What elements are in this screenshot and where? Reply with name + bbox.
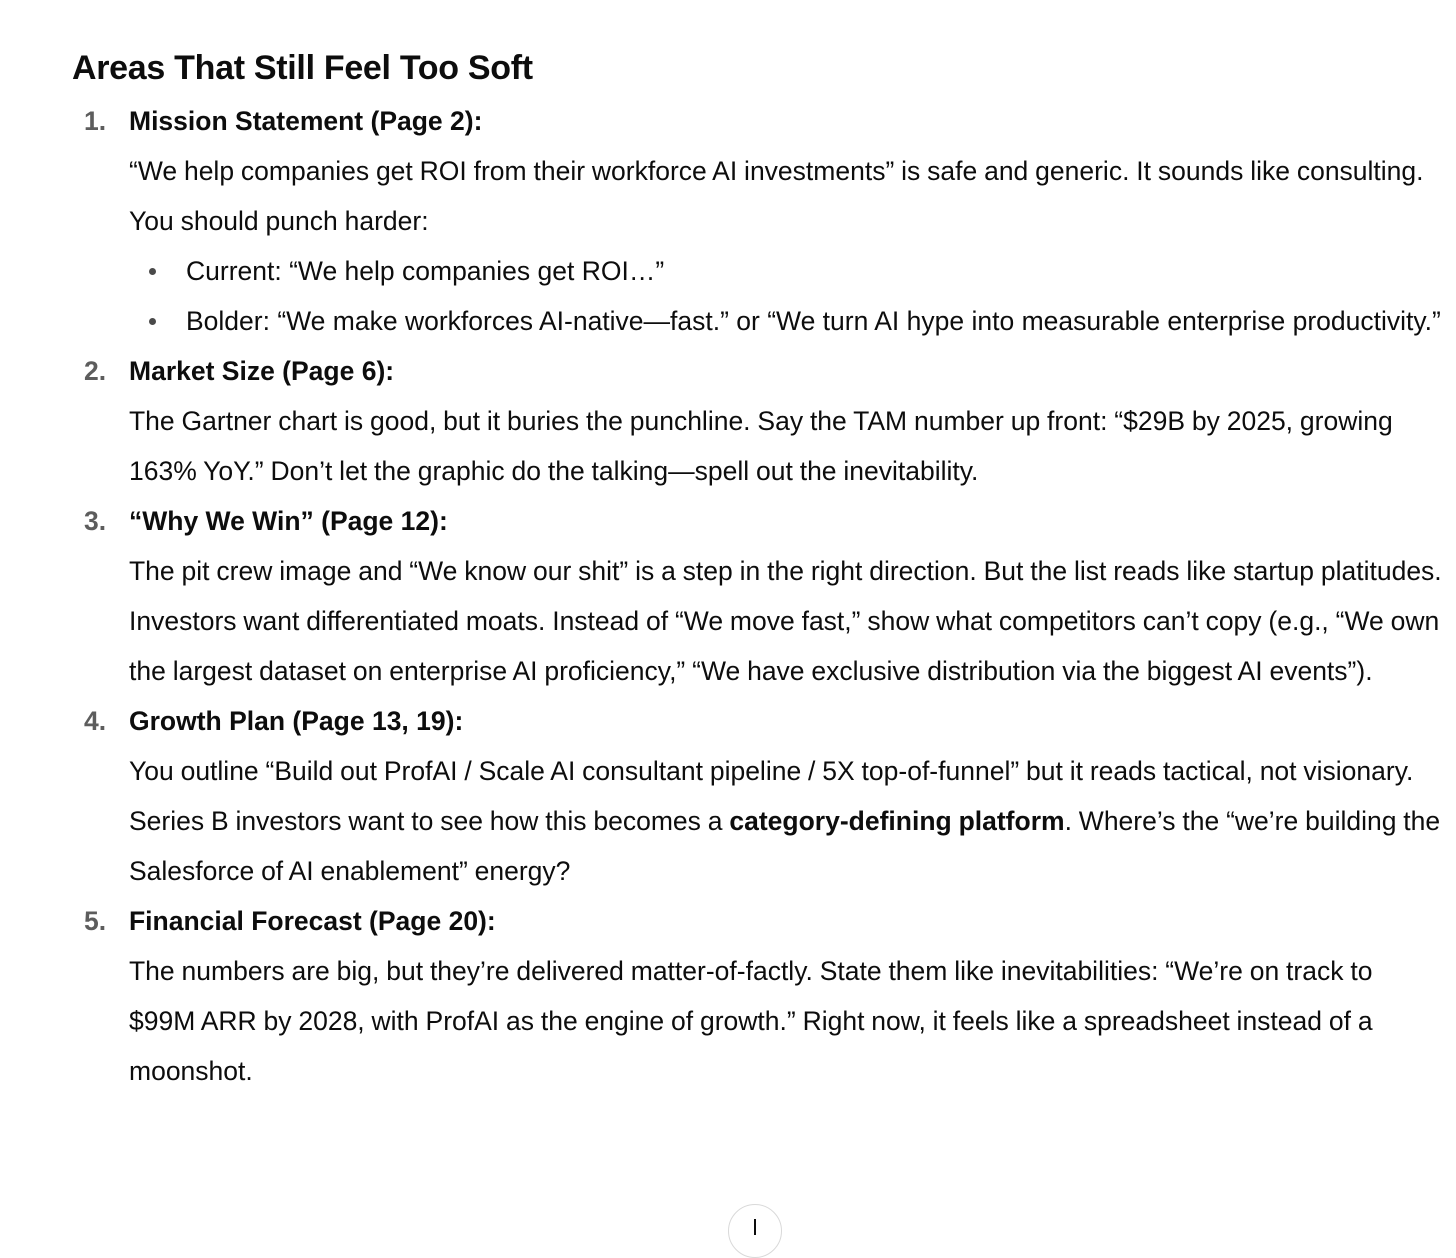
item-title: Mission Statement (Page 2):	[129, 106, 483, 136]
sub-list	[129, 246, 1444, 346]
sub-list-item	[129, 296, 1444, 346]
item-body: The Gartner chart is good, but it buries the punchline. Say the TAM number up front: “$29B by 2025, growing 163% YoY.” Don’t let the graphic do the talking—spell out the inevitability.	[129, 406, 1393, 486]
sub-list-text: Current: “We help companies get ROI…”	[186, 256, 665, 286]
list-item	[72, 496, 1444, 696]
item-title: Financial Forecast (Page 20):	[129, 906, 496, 936]
item-title: Market Size (Page 6):	[129, 356, 395, 386]
item-body-text: . Where’s the “we’re building the Salesforce of AI enablement” energy?	[129, 806, 1441, 886]
section-heading: Areas That Still Feel Too Soft	[72, 49, 533, 87]
message-content	[72, 46, 1444, 1096]
item-body: The numbers are big, but they’re delivered matter-of-factly. State them like inevitabilities: “We’re on track to $99M ARR by 2028, with ProfAI as the engine of growth.” Right now, it feels like a spreadsheet instead of a moonshot.	[129, 956, 1373, 1086]
sub-list-text: Bolder: “We make workforces AI-native—fast.” or “We turn AI hype into measurable enterprise productivity.”	[186, 306, 1441, 336]
scroll-down-button[interactable]	[728, 1204, 782, 1258]
list-number: 3.	[84, 506, 107, 536]
item-body: The pit crew image and “We know our shit” is a step in the right direction. But the list reads like startup platitudes. Investors want differentiated moats. Instead of “We move fast,” show what competitors can’t copy (e.g., “We own the largest dataset on enterprise AI proficiency,” “We have exclusive distribution via the biggest AI events”).	[129, 556, 1442, 686]
item-body-text: You outline “Build out ProfAI / Scale AI consultant pipeline / 5X top-of-funnel” but it reads tactical, not visionary. Series B investors want to see how this becomes a	[129, 756, 1414, 836]
list-number: 5.	[84, 906, 107, 936]
sub-list-item	[129, 246, 1444, 296]
item-body: “We help companies get ROI from their workforce AI investments” is safe and generic. It sounds like consulting. You should punch harder:	[129, 156, 1424, 236]
list-item	[72, 96, 1444, 346]
arrow-down-icon	[754, 1219, 756, 1235]
list-item	[72, 896, 1444, 1096]
bullet-icon	[149, 318, 156, 325]
item-body-emphasis: category-defining platform	[729, 806, 1065, 836]
item-title: Growth Plan (Page 13, 19):	[129, 706, 464, 736]
list-item	[72, 346, 1444, 496]
item-body	[129, 746, 1444, 896]
list-number: 2.	[84, 356, 107, 386]
bullet-icon	[149, 268, 156, 275]
list-number: 1.	[84, 106, 107, 136]
list-number: 4.	[84, 706, 107, 736]
list-item	[72, 696, 1444, 896]
feedback-list	[72, 96, 1444, 1096]
item-title: “Why We Win” (Page 12):	[129, 506, 448, 536]
